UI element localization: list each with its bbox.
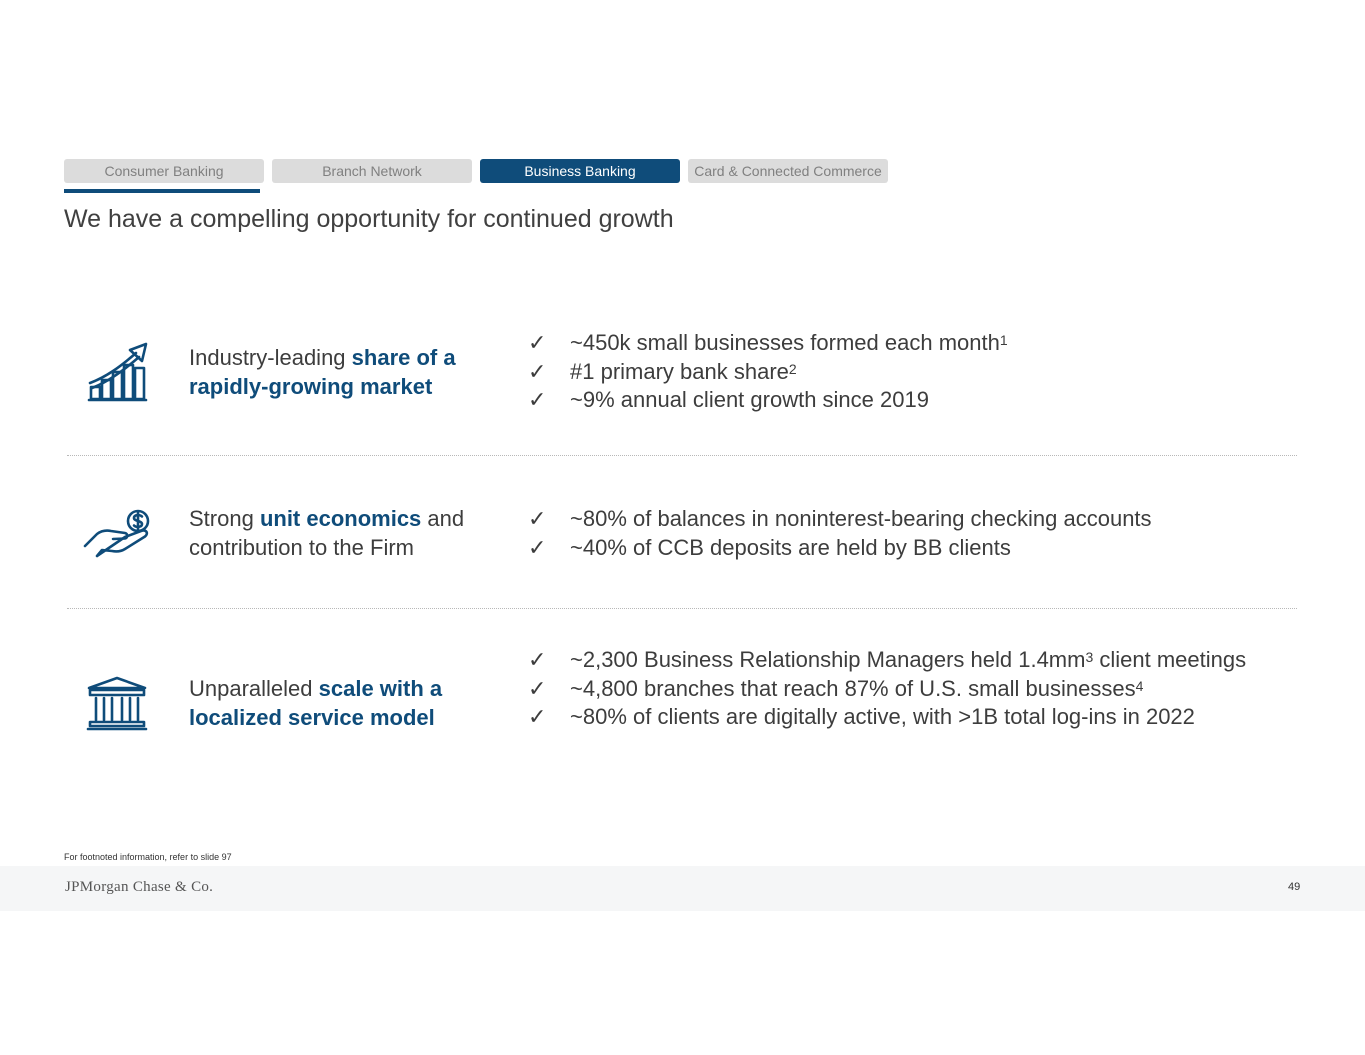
row-divider [67, 608, 1297, 609]
row-label-scale [189, 675, 489, 732]
row-label-unit-economics [189, 505, 509, 562]
label-text: Industry-leading [189, 345, 352, 370]
tab-card-connected-commerce[interactable]: Card & Connected Commerce [688, 159, 888, 183]
bullet-list-unit-economics [528, 505, 1152, 562]
bullet-list-scale [528, 646, 1246, 732]
tab-underline [64, 189, 260, 193]
hand-dollar-icon [83, 508, 153, 560]
list-item: ✓ ~9% annual client growth since 2019 [528, 386, 1008, 415]
list-item: ✓ ~40% of CCB deposits are held by BB clients [528, 534, 1152, 563]
check-icon: ✓ [528, 704, 547, 729]
list-item: ✓ ~4,800 branches that reach 87% of U.S. small businesses$^4$ [528, 675, 1246, 704]
label-text: Strong [189, 506, 260, 531]
label-highlight: unit economics [259, 506, 422, 531]
list-item: ✓ ~80% of clients are digitally active, with >1B total log-ins in 2022 [528, 703, 1246, 732]
check-icon: ✓ [528, 534, 547, 560]
label-text: and contribution to the Firm [189, 506, 465, 560]
list-item: ✓ ~2,300 Business Relationship Managers held $1.4mm^3$ client meetings [528, 646, 1246, 675]
check-icon: ✓ [528, 506, 547, 531]
check-icon: ✓ [528, 647, 547, 672]
row-label-market-share [189, 344, 499, 401]
label-highlight: share of a rapidly-growing market [189, 345, 456, 399]
label-highlight: scale with a localized service model [189, 676, 443, 730]
growth-chart-icon [86, 341, 150, 405]
tab-branch-network[interactable]: Branch Network [272, 159, 472, 183]
list-item: ✓ ~450k small businesses formed each month$^1$ [528, 329, 1008, 358]
bank-building-icon [86, 676, 148, 732]
tab-consumer-banking[interactable]: Consumer Banking [64, 159, 264, 183]
check-icon: ✓ [528, 675, 547, 701]
bullet-list-market-share [528, 329, 1008, 415]
footnote: For footnoted information, refer to slide 97 [64, 852, 232, 862]
list-item: ✓ ~80% of balances in noninterest-bearing checking accounts [528, 505, 1152, 534]
row-divider [67, 455, 1297, 456]
check-icon: ✓ [528, 330, 547, 355]
page-number: 49 [1288, 881, 1301, 893]
label-text: Unparalleled [189, 676, 319, 701]
check-icon: ✓ [528, 358, 547, 384]
check-icon: ✓ [528, 387, 547, 412]
page-title: We have a compelling opportunity for continued growth [64, 205, 674, 233]
list-item: ✓ #1 primary bank share$^2$ [528, 358, 1008, 387]
company-logo: JPMorgan Chase & Co. [65, 879, 214, 895]
tab-business-banking[interactable]: Business Banking [480, 159, 680, 183]
